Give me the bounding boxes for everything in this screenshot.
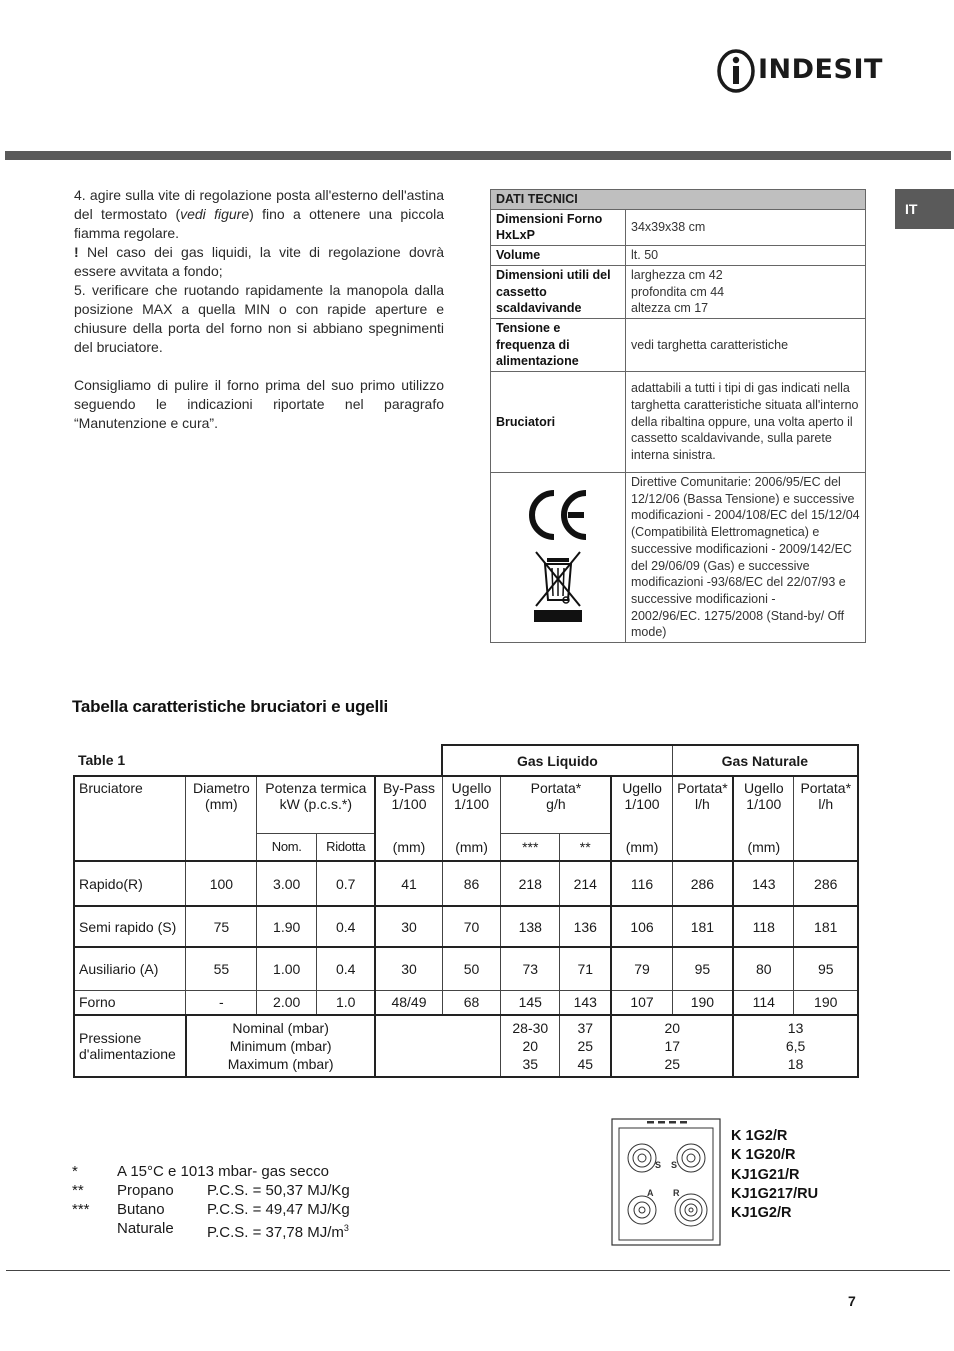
- hdr-nozzle-label: Ugello: [622, 780, 662, 796]
- cell: 114: [733, 990, 794, 1015]
- cleaning-advice: Consigliamo di pulire il forno prima del suo primo utilizzo seguendo le indicazioni riportate nel paragrafo “Manutenzione e cura”.: [74, 377, 444, 431]
- table-row: [74, 947, 858, 990]
- hob-label-s1: S: [655, 1160, 662, 1170]
- hob-label-r: R: [673, 1188, 680, 1198]
- hdr-flow-l-2: [794, 776, 858, 861]
- table-row: [74, 861, 858, 906]
- hdr-flow-g-unit: g/h: [546, 796, 566, 812]
- hdr-diameter-label: Diametro: [192, 780, 250, 796]
- page-number: 7: [848, 1293, 856, 1309]
- tech-value: adattabili a tutti i tipi di gas indicati nella targhetta caratteristiche situata all'interno della ribaltina oppure, una volta aperto il cassetto scaldavivande, sulla parete interna sinistra.: [626, 372, 866, 473]
- tech-title: DATI TECNICI: [491, 190, 866, 210]
- step-5: 5. verificare che ruotando rapidamente la manopola dalla posizione MAX a quella MIN o con rapide aperture e chiusure della porta del forno non si abbiano spegnimenti del bruciatore.: [74, 282, 444, 355]
- note-superscript: 3: [343, 1223, 349, 1233]
- brand-name: INDESIT: [758, 54, 883, 85]
- group-gas-naturale: Gas Naturale: [672, 745, 858, 776]
- note-value: [207, 1219, 349, 1242]
- cell: 95: [794, 947, 858, 990]
- hdr-bypass-unit: 1/100: [391, 796, 427, 812]
- cell: 214: [560, 861, 612, 906]
- note-mark: *: [72, 1163, 78, 1180]
- tech-key: Volume: [491, 246, 626, 266]
- note-name: Propano: [117, 1182, 174, 1199]
- cell: 55: [186, 947, 257, 990]
- hdr-flow-l-unit: l/h: [695, 796, 710, 812]
- note-name: Butano: [117, 1201, 165, 1218]
- cell: 116: [611, 861, 672, 906]
- warning-note: [74, 243, 444, 281]
- hdr-propane: **: [560, 833, 612, 861]
- burner-name: Semi rapido (S): [74, 906, 186, 947]
- intro-text: [74, 186, 444, 433]
- model-item: K 1G2/R: [731, 1128, 788, 1144]
- cell: 68: [442, 990, 501, 1015]
- cell: 86: [442, 861, 501, 906]
- hdr-nozzle-lpg-mm: (mm): [442, 833, 501, 861]
- hdr-nozzle-unit: 1/100: [454, 796, 490, 812]
- burner-table-title: Tabella caratteristiche bruciatori e ugelli: [72, 697, 389, 716]
- cell: 143: [733, 861, 794, 906]
- hdr-reduced: Ridotta: [317, 833, 376, 861]
- cell: 1.90: [257, 906, 317, 947]
- cell: 70: [442, 906, 501, 947]
- cell: 30: [375, 906, 442, 947]
- pressure-levels: Nominal (mbar) Minimum (mbar) Maximum (mbar): [186, 1015, 375, 1077]
- hdr-power-label: Potenza termica: [265, 780, 367, 796]
- tech-key: Dimensioni utili del cassetto scaldavivande: [491, 265, 626, 318]
- step-4: [74, 186, 444, 243]
- cell: 118: [733, 906, 794, 947]
- tech-data-table: [490, 189, 866, 643]
- note-mark: ***: [72, 1201, 90, 1218]
- model-list: [731, 1127, 818, 1223]
- logo-i-icon: [716, 48, 756, 94]
- warning-mark: !: [74, 244, 79, 260]
- burner-name: Forno: [74, 990, 186, 1015]
- hdr-nozzle-lpg: [442, 776, 501, 833]
- cell: 0.7: [317, 861, 376, 906]
- cell: 2.00: [257, 990, 317, 1015]
- cell: 95: [672, 947, 733, 990]
- cell: 1.00: [257, 947, 317, 990]
- tech-value: vedi targhetta caratteristiche: [626, 318, 866, 371]
- table-row: [74, 990, 858, 1015]
- hdr-power: [257, 776, 376, 833]
- cell: 48/49: [375, 990, 442, 1015]
- cell: 190: [672, 990, 733, 1015]
- cell: 79: [611, 947, 672, 990]
- hob-diagram: [611, 1118, 721, 1246]
- cell: 1.0: [317, 990, 376, 1015]
- language-tab: IT: [895, 189, 954, 229]
- hdr-nozzle-label: Ugello: [451, 780, 492, 796]
- pressure-natural-1: 20 17 25: [611, 1015, 733, 1077]
- tech-value: 34x39x38 cm: [626, 209, 866, 245]
- table-label: Table 1: [78, 752, 126, 768]
- hdr-power-unit: kW (p.c.s.*): [279, 796, 353, 812]
- note-name: A 15°C e 1013 mbar- gas secco: [117, 1163, 329, 1180]
- tech-value: lt. 50: [626, 246, 866, 266]
- cell: 286: [672, 861, 733, 906]
- cell: 41: [375, 861, 442, 906]
- cell: 3.00: [257, 861, 317, 906]
- hdr-flow-g: [501, 776, 611, 833]
- model-item: KJ1G2/R: [731, 1205, 792, 1222]
- header-bar: [5, 151, 951, 160]
- hdr-nom: Nom.: [257, 833, 317, 861]
- hdr-flow-l-1: [672, 776, 733, 861]
- cell: 30: [375, 947, 442, 990]
- indesit-logo: [716, 48, 883, 94]
- hdr-nozzle-nat-2-mm: (mm): [733, 833, 794, 861]
- cell: 190: [794, 990, 858, 1015]
- step-4-b: ) fino a ottenere una piccola fiamma regolare.: [74, 206, 445, 241]
- group-gas-liquido: Gas Liquido: [442, 745, 672, 776]
- tech-key: Tensione e frequenza di alimentazione: [491, 318, 626, 371]
- cell: 181: [672, 906, 733, 947]
- cell: 0.4: [317, 906, 376, 947]
- hdr-nozzle-nat-1: [611, 776, 672, 833]
- step-4-a: 4. agire sulla vite di regolazione posta all'esterno dell'astina del termostato (: [74, 187, 444, 222]
- ce-mark-icon: [526, 487, 590, 543]
- cell: 286: [794, 861, 858, 906]
- cell: 71: [560, 947, 612, 990]
- cell: 106: [611, 906, 672, 947]
- tech-value: Direttive Comunitarie: 2006/95/EC del 12/12/06 (Bassa Tensione) e successive modificazioni - 2004/108/EC del 15/12/04 (Compatibilità Elettromagnetica) e successive modificazioni - 2009/142/EC del 29/06/09 (Gas) e successive modificazioni -93/68/EC del 22/07/93 e successive modificazioni - 2002/96/EC. 1275/2008 (Stand-by/ Off mode): [626, 473, 866, 643]
- hdr-nozzle-unit: 1/100: [746, 796, 782, 812]
- cell: 136: [560, 906, 612, 947]
- hdr-diameter: [186, 776, 257, 861]
- tech-key: Bruciatori: [491, 372, 626, 473]
- hdr-flow-l-label: Portata*: [677, 780, 728, 796]
- hdr-flow-l-label: Portata*: [800, 780, 852, 796]
- step-4-em: vedi figure: [180, 206, 250, 222]
- pressure-row: [74, 1015, 858, 1077]
- tech-value: larghezza cm 42 profondita cm 44 altezza cm 17: [626, 265, 866, 318]
- hdr-flow-g-label: Portata*: [530, 780, 582, 796]
- pressure-label: Pressione d'alimentazione: [74, 1015, 186, 1077]
- cell: 0.4: [317, 947, 376, 990]
- pressure-empty: [375, 1015, 501, 1077]
- cell: 138: [501, 906, 560, 947]
- model-item: K 1G20/R: [731, 1147, 796, 1164]
- hdr-diameter-unit: (mm): [205, 796, 238, 812]
- hdr-bypass-label: By-Pass: [382, 780, 436, 796]
- burner-name: Ausiliario (A): [74, 947, 186, 990]
- hdr-burner: Bruciatore: [74, 776, 186, 861]
- hdr-bypass-mm: (mm): [375, 833, 442, 861]
- note-value: P.C.S. = 50,37 MJ/Kg: [207, 1182, 350, 1199]
- cell: 100: [186, 861, 257, 906]
- table-row: [74, 906, 858, 947]
- cell: 73: [501, 947, 560, 990]
- model-item: KJ1G217/RU: [731, 1185, 819, 1202]
- note-value: P.C.S. = 49,47 MJ/Kg: [207, 1201, 350, 1218]
- cell: 80: [733, 947, 794, 990]
- cell: 75: [186, 906, 257, 947]
- cell: 143: [560, 990, 612, 1015]
- hdr-nozzle-label: Ugello: [743, 780, 784, 796]
- note-value-text: P.C.S. = 37,78 MJ/m: [207, 1224, 344, 1241]
- hdr-nozzle-nat-1-mm: (mm): [611, 833, 672, 861]
- hdr-butane: ***: [501, 833, 560, 861]
- burner-table: [73, 744, 859, 1078]
- model-item: KJ1G21/R: [731, 1166, 800, 1183]
- hob-label-s2: S: [671, 1160, 678, 1170]
- weee-bin-icon: [530, 548, 586, 624]
- cell: 107: [611, 990, 672, 1015]
- marks-cell: [491, 473, 626, 643]
- hdr-bypass: [375, 776, 442, 833]
- note-mark: **: [72, 1182, 84, 1199]
- pressure-propane: 37 25 45: [560, 1015, 612, 1077]
- warning-text: Nel caso dei gas liquidi, la vite di regolazione dovrà essere avvitata a fondo;: [74, 244, 444, 279]
- cell: 145: [501, 990, 560, 1015]
- tech-key: Dimensioni Forno HxLxP: [491, 209, 626, 245]
- burner-name: Rapido(R): [74, 861, 186, 906]
- cell: 181: [794, 906, 858, 947]
- footer-divider: [6, 1270, 950, 1271]
- pressure-natural-2: 13 6,5 18: [733, 1015, 858, 1077]
- hdr-flow-l-unit: l/h: [818, 796, 834, 812]
- cell: -: [186, 990, 257, 1015]
- hdr-nozzle-nat-2: [733, 776, 794, 833]
- hob-label-a: A: [647, 1188, 654, 1198]
- cell: 50: [442, 947, 501, 990]
- pressure-butane: 28-30 20 35: [501, 1015, 560, 1077]
- cell: 218: [501, 861, 560, 906]
- hdr-nozzle-unit: 1/100: [624, 796, 660, 812]
- note-name: Naturale: [117, 1220, 174, 1237]
